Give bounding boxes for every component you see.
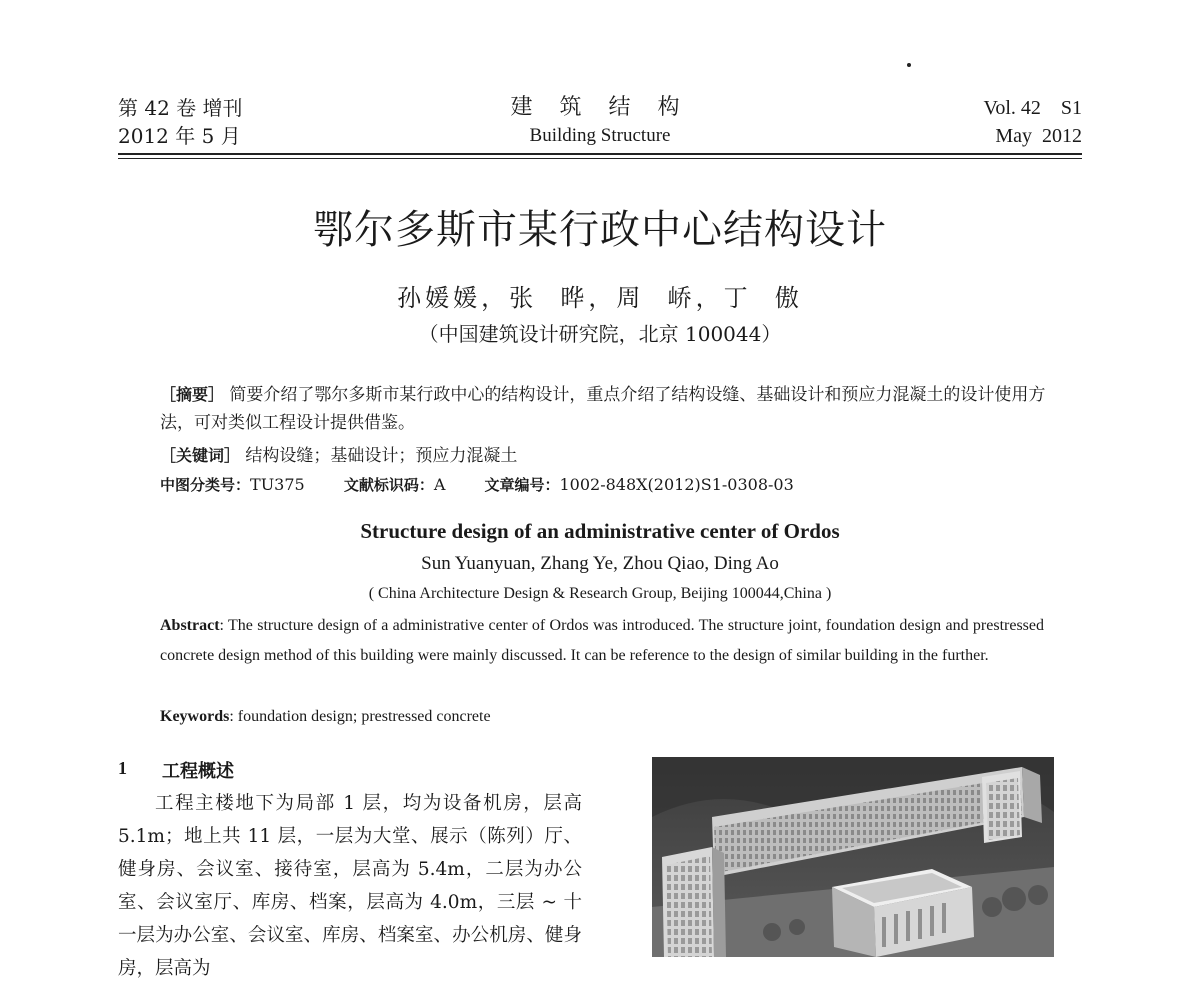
keywords-cn: [160, 441, 517, 466]
keywords-cn-text: 结构设缝；基础设计；预应力混凝土: [240, 446, 518, 466]
section-title: 工程概述: [162, 761, 234, 782]
date-cn: 2012 年 5 月: [118, 124, 241, 148]
authors-en: Sun Yuanyuan, Zhang Ye, Zhou Qiao, Ding Ao: [421, 553, 779, 574]
paper-title-cn: 鄂尔多斯市某行政中心结构设计: [313, 207, 887, 253]
article-label: 文章编号：: [484, 476, 560, 494]
building-photo: [652, 757, 1054, 957]
keywords-cn-label: ［关键词］: [160, 446, 241, 465]
keywords-en: [160, 702, 491, 732]
date-en: May 2012: [995, 125, 1082, 147]
keywords-en-label: Keywords: [160, 708, 230, 725]
article-value: 1002-848X(2012)S1-0308-03: [559, 475, 794, 494]
authors-cn: 孙媛媛，张 晔，周 峤，丁 傲: [397, 284, 803, 312]
abstract-en-label: Abstract: [160, 617, 220, 634]
header-right: [983, 94, 1082, 150]
abstract-cn: [160, 381, 1050, 437]
doc-label: 文献标识码：: [343, 476, 434, 494]
clc-code: [160, 475, 305, 494]
section-number: 1: [118, 758, 127, 778]
abstract-en: [160, 611, 1044, 671]
article-number: [484, 475, 793, 494]
affiliation-cn: （中国建筑设计研究院，北京 100044）: [418, 322, 782, 346]
clc-label: 中图分类号：: [160, 476, 251, 494]
doc-code: [344, 475, 446, 494]
volume-en: Vol. 42 S1: [983, 97, 1082, 119]
scan-speck: [907, 63, 911, 67]
abstract-cn-text: 简要介绍了鄂尔多斯市某行政中心的结构设计，重点介绍了结构设缝、基础设计和预应力混凝土的设计使用方法，可对类似工程设计提供借鉴。: [160, 385, 1046, 433]
abstract-en-text: : The structure design of a administrative center of Ordos was introduced. The structure joint, foundation design and prestressed concrete design method of this building were mainly discussed. It can be reference to the design of similar building in the further.: [160, 617, 1044, 664]
header-rule-thick: [118, 153, 1082, 155]
volume-issue-cn: 第 42 卷 增刊: [118, 96, 243, 120]
building-photo-icon: [652, 757, 1054, 957]
clc-value: TU375: [250, 475, 305, 494]
abstract-cn-label: ［摘要］: [160, 385, 225, 404]
journal-name-en: Building Structure: [529, 125, 671, 146]
paper-title-en: Structure design of an administrative center of Ordos: [360, 519, 840, 543]
section-body: 工程主楼地下为局部 1 层，均为设备机房，层高 5.1m；地上共 11 层，一层为大堂、展示（陈列）厅、健身房、会议室、接待室，层高为 5.4m，二层为办公室、会议室厅、库房、档案，层高为 4.0m，三层 ~ 十一层为办公室、会议室、库房、档案室、办公机房、健身房，层高为: [118, 793, 582, 979]
header-rule-thin: [118, 158, 1082, 159]
journal-name-cn: 建 筑 结 构: [510, 95, 690, 120]
keywords-en-text: : foundation design; prestressed concrete: [229, 708, 491, 725]
classification-row: [160, 474, 828, 495]
affiliation-en: ( China Architecture Design & Research Group, Beijing 100044,China ): [368, 585, 832, 602]
doc-value: A: [433, 475, 446, 494]
